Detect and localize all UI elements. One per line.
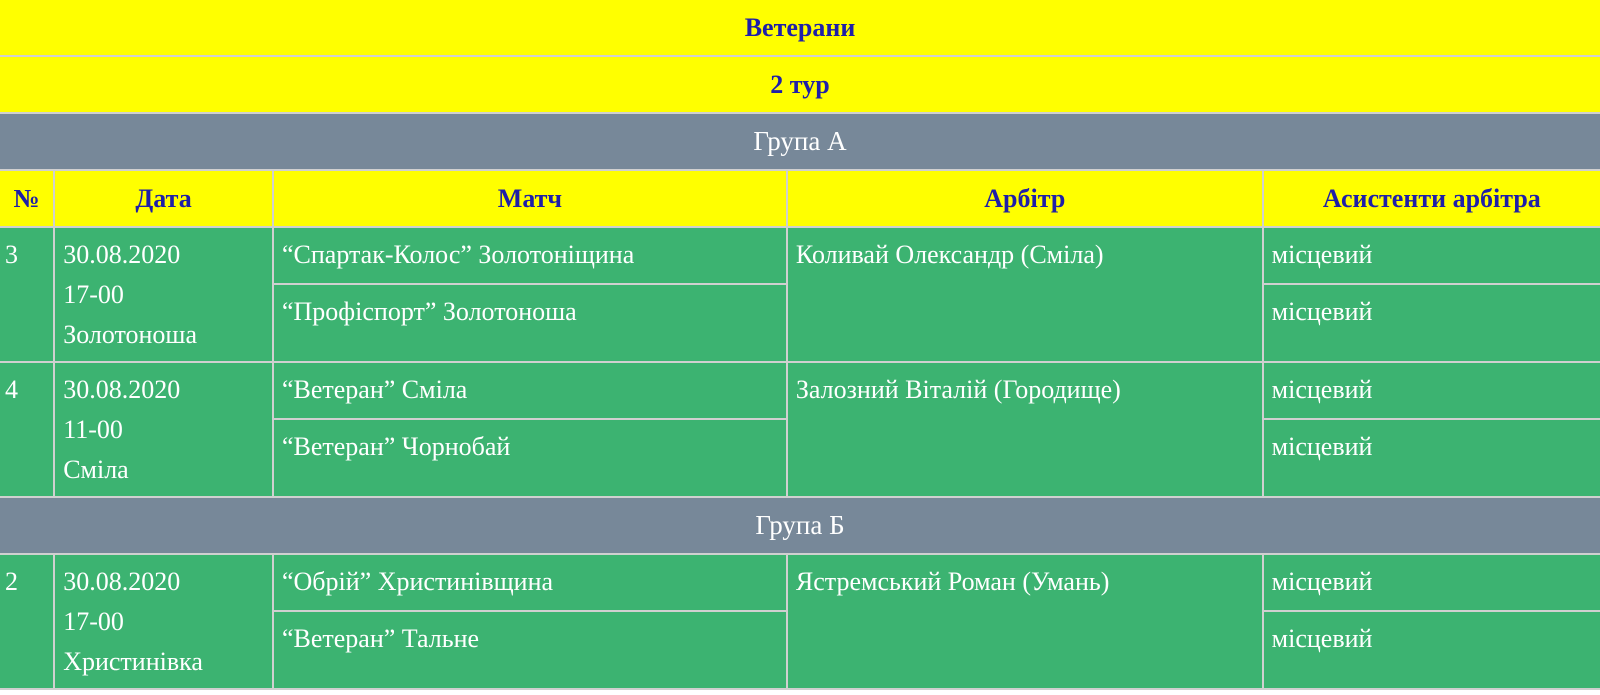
assistant-referee: місцевий: [1264, 555, 1600, 610]
away-team: “Ветеран” Тальне: [274, 612, 786, 688]
game-number: 4: [0, 363, 53, 496]
table-row: [0, 363, 1600, 418]
referee: Коливай Олександр (Сміла): [788, 228, 1262, 361]
home-team: “Обрій” Христинівщина: [274, 555, 786, 610]
assistant-referee: місцевий: [1264, 420, 1600, 496]
game-date: 30.08.2020: [63, 240, 181, 269]
group-title: Група Б: [0, 498, 1600, 553]
home-team: “Ветеран” Сміла: [274, 363, 786, 418]
game-number: 2: [0, 555, 53, 688]
round-title: 2 тур: [0, 57, 1600, 112]
game-time: 17-00: [63, 607, 124, 636]
game-venue: Золотоноша: [63, 320, 197, 349]
assistant-referee: місцевий: [1264, 363, 1600, 418]
col-header-assistants: Асистенти арбітра: [1264, 171, 1600, 226]
table-row: [0, 228, 1600, 283]
away-team: “Ветеран” Чорнобай: [274, 420, 786, 496]
game-venue: Сміла: [63, 455, 129, 484]
game-date-cell: [55, 228, 272, 361]
table-title: Ветерани: [0, 0, 1600, 55]
group-row: [0, 114, 1600, 169]
assistant-referee: місцевий: [1264, 228, 1600, 283]
game-venue: Христинівка: [63, 647, 203, 676]
home-team: “Спартак-Колос” Золотоніщина: [274, 228, 786, 283]
col-header-match: Матч: [274, 171, 786, 226]
referee: Залозний Віталій (Городище): [788, 363, 1262, 496]
column-header-row: [0, 171, 1600, 226]
game-date: 30.08.2020: [63, 567, 181, 596]
game-date: 30.08.2020: [63, 375, 181, 404]
col-header-referee: Арбітр: [788, 171, 1262, 226]
away-team: “Профіспорт” Золотоноша: [274, 285, 786, 361]
game-date-cell: [55, 555, 272, 688]
game-date-cell: [55, 363, 272, 496]
col-header-date: Дата: [55, 171, 272, 226]
col-header-num: №: [0, 171, 53, 226]
group-row: [0, 498, 1600, 553]
game-time: 11-00: [63, 415, 123, 444]
group-title: Група А: [0, 114, 1600, 169]
game-time: 17-00: [63, 280, 124, 309]
table-row: [0, 555, 1600, 610]
assistant-referee: місцевий: [1264, 285, 1600, 361]
title-row: [0, 0, 1600, 55]
referee: Ястремський Роман (Умань): [788, 555, 1262, 688]
round-row: [0, 57, 1600, 112]
game-number: 3: [0, 228, 53, 361]
assistant-referee: місцевий: [1264, 612, 1600, 688]
